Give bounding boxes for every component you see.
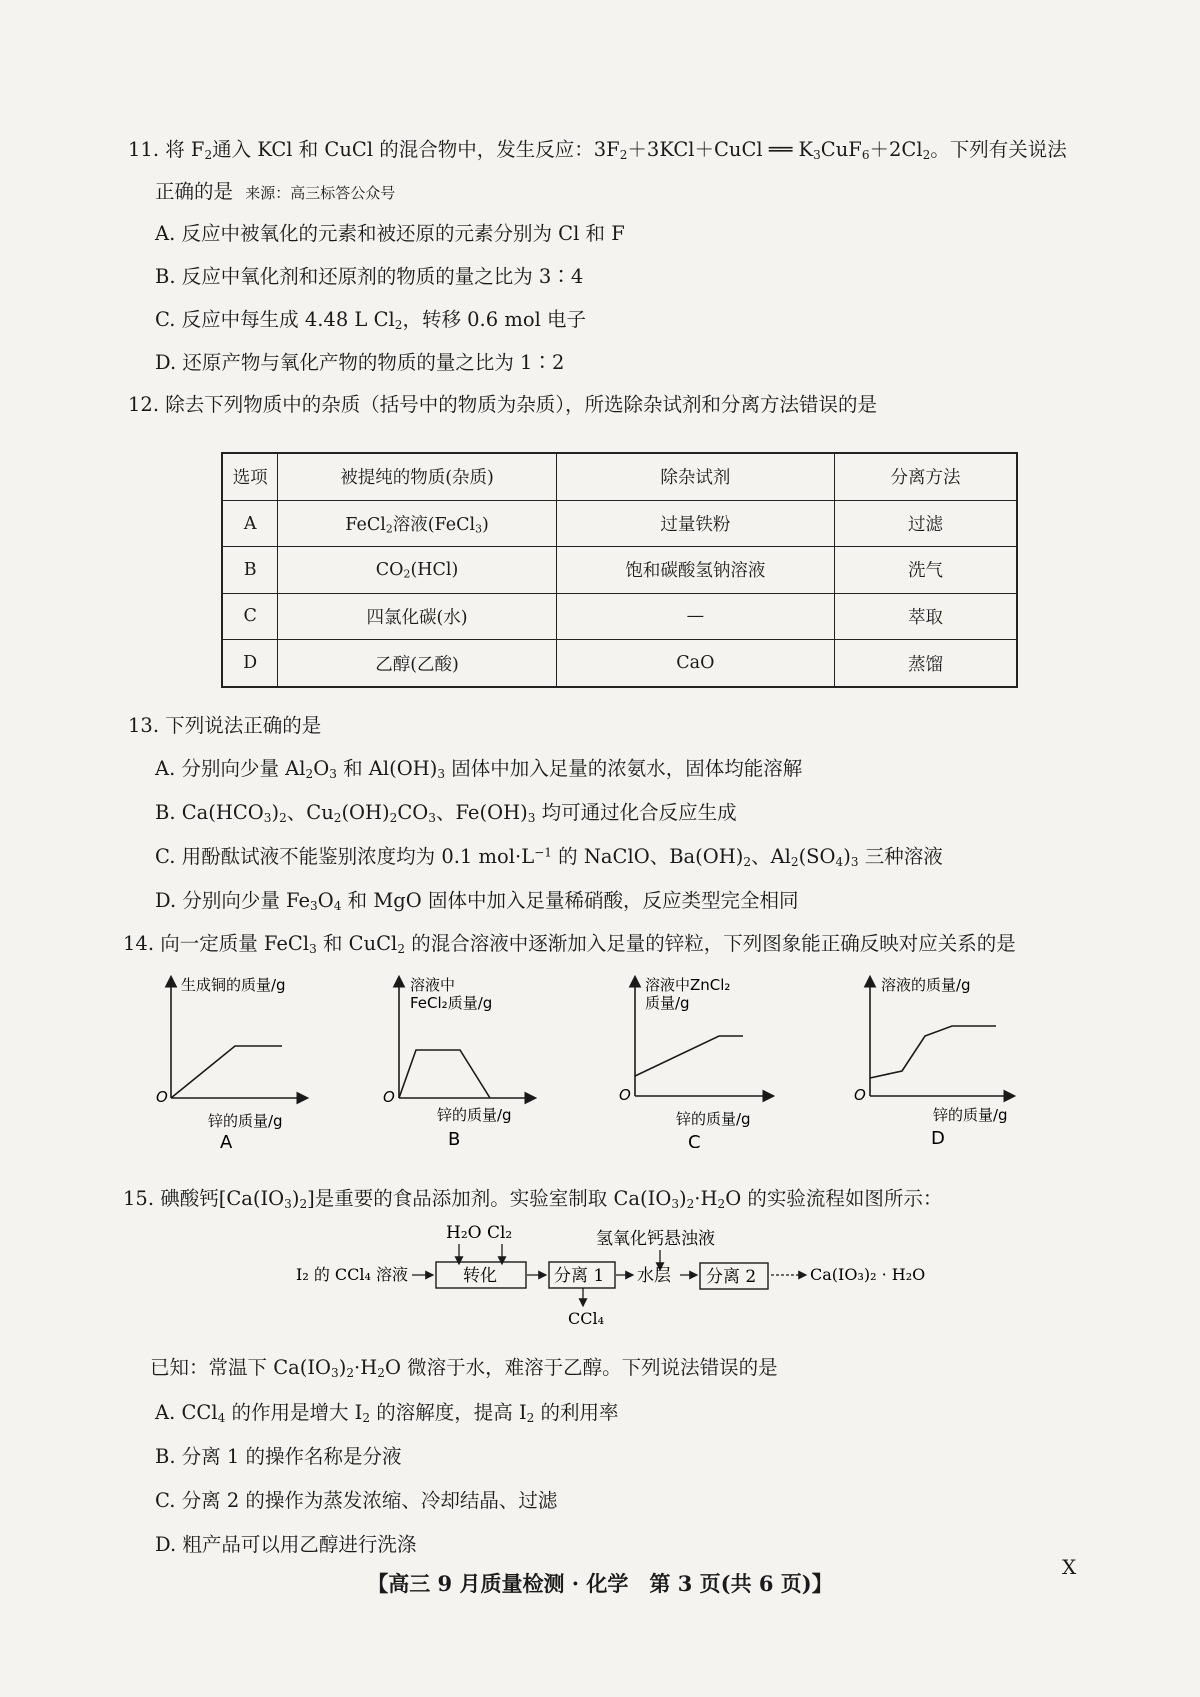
graph-c-ylabel-1: 溶液中ZnCl₂: [645, 976, 731, 994]
flow-step2: 分离 1: [554, 1266, 605, 1286]
graph-c: [619, 976, 772, 1148]
graph-b-ylabel-1: 溶液中: [410, 976, 456, 994]
flow-reagents-1: H₂O Cl₂: [446, 1223, 513, 1243]
table-cell: 过量铁粉: [556, 500, 834, 546]
q13-option-d: D. 分别向少量 $Fe_3O_4$ 和 MgO 固体中加入足量稀硝酸，反应类型完全相同: [155, 889, 799, 914]
flow-reagent-2: 氢氧化钙悬浊液: [596, 1229, 715, 1249]
q11-option-a: A. 反应中被氧化的元素和被还原的元素分别为 Cl 和 F: [155, 222, 625, 245]
graph-d-letter: D: [931, 1128, 945, 1148]
q15-stem: 15. 碘酸钙$[Ca(IO_3)_2]$是重要的食品添加剂。实验室制取 $Ca(IO_3)_2\cdot H_2O$ 的实验流程如图所示：: [123, 1187, 943, 1212]
table-cell: A: [222, 500, 278, 546]
table-cell: 过滤: [834, 500, 1017, 546]
header-method: 分离方法: [834, 453, 1017, 500]
graph-a-letter: A: [220, 1132, 233, 1148]
table-header-row: [222, 453, 1017, 500]
graph-a-ylabel: 生成铜的质量/g: [181, 976, 286, 994]
graph-c-letter: C: [688, 1132, 701, 1148]
purification-table: [221, 452, 1018, 688]
q11-option-c: C. 反应中每生成 4.48 L $Cl_2$，转移 0.6 mol 电子: [155, 308, 587, 333]
table-cell: 乙醇(乙酸): [278, 640, 556, 687]
q12-stem: 12. 除去下列物质中的杂质（括号中的物质为杂质），所选除杂试剂和分离方法错误的是: [128, 393, 877, 416]
graph-d-xlabel: 锌的质量/g: [933, 1106, 1008, 1124]
q11-stem: 11. 将 $F_2$通入 KCl 和 CuCl 的混合物中，发生反应：$3F_2+3KCl+CuCl$ ══ $K_3CuF_6+2Cl_2$。下列有关说法: [128, 138, 1067, 163]
q11-stem2: 正确的是: [155, 180, 234, 203]
table-cell: D: [222, 640, 278, 687]
graph-c-curve: [635, 1036, 743, 1076]
q15-option-b: B. 分离 1 的操作名称是分液: [155, 1445, 402, 1468]
graph-d-curve: [870, 1026, 996, 1078]
graph-d: [854, 976, 1013, 1148]
flow-intermediate: 水层: [637, 1266, 671, 1286]
q11-stem-cont: [155, 176, 395, 204]
table-cell: 蒸馏: [834, 640, 1017, 687]
q13-option-c: C. 用酚酞试液不能鉴别浓度均为 0.1 $mol\cdot L^{-1}$ 的 NaClO、$Ba(OH)_2$、$Al_2(SO_4)_3$ 三种溶液: [155, 845, 943, 870]
graph-b-ylabel-2: FeCl₂质量/g: [410, 994, 493, 1012]
graph-d-ylabel: 溶液的质量/g: [881, 976, 971, 994]
q13-stem: 13. 下列说法正确的是: [128, 714, 322, 737]
page-footer: 【高三 9 月质量检测 · 化学 第 3 页(共 6 页)】: [367, 1571, 833, 1596]
graph-d-origin: O: [854, 1086, 866, 1104]
graph-c-origin: O: [619, 1086, 631, 1104]
q11-option-b: B. 反应中氧化剂和还原剂的物质的量之比为 3∶4: [155, 265, 584, 288]
graph-b: [383, 976, 534, 1148]
graph-a: [156, 976, 306, 1148]
graph-b-origin: O: [383, 1088, 395, 1106]
q13-option-b: B. $Ca(HCO_3)_2$、$Cu_2(OH)_2CO_3$、$Fe(OH)_3$ 均可通过化合反应生成: [155, 801, 737, 826]
table-cell: 萃取: [834, 593, 1017, 639]
graph-a-xlabel: 锌的质量/g: [208, 1112, 283, 1130]
header-substance: 被提纯的物质(杂质): [278, 453, 556, 500]
q14-stem: 14. 向一定质量 FeCl$_3$ 和 CuCl$_2$ 的混合溶液中逐渐加入足量的锌粒，下列图象能正确反映对应关系的是: [123, 932, 1016, 957]
q14-graphs: [0, 968, 1200, 1148]
flow-start: I₂ 的 CCl₄ 溶液: [296, 1265, 409, 1284]
flow-by-product: CCl₄: [568, 1309, 605, 1328]
corner-mark: X: [1062, 1555, 1077, 1579]
table-cell: 洗气: [834, 547, 1017, 593]
q15-flowchart: [0, 1220, 1200, 1330]
graph-c-xlabel: 锌的质量/g: [676, 1110, 751, 1128]
table-cell: C: [222, 593, 278, 639]
graph-b-xlabel: 锌的质量/g: [437, 1106, 512, 1124]
q15-option-a: A. CCl$_4$ 的作用是增大 $I_2$ 的溶解度，提高 $I_2$ 的利用率: [155, 1401, 619, 1426]
graph-a-origin: O: [156, 1088, 168, 1106]
graph-a-curve: [171, 1046, 282, 1098]
table-row: [222, 640, 1017, 687]
table-cell: FeCl$_2$溶液(FeCl$_3$): [278, 500, 556, 546]
flow-step1: 转化: [463, 1266, 497, 1286]
table-row: [222, 593, 1017, 639]
graph-b-letter: B: [448, 1129, 461, 1148]
q11-option-d: D. 还原产物与氧化产物的物质的量之比为 1∶2: [155, 351, 565, 374]
table-cell: —: [556, 593, 834, 639]
table-cell: 饱和碳酸氢钠溶液: [556, 547, 834, 593]
table-row: [222, 547, 1017, 593]
header-option: 选项: [222, 453, 278, 500]
graph-b-curve: [399, 1050, 490, 1098]
graph-c-ylabel-2: 质量/g: [645, 994, 690, 1012]
table-cell: CaO: [556, 640, 834, 687]
flow-step3: 分离 2: [706, 1267, 757, 1287]
table-row: [222, 500, 1017, 546]
table-cell: 四氯化碳(水): [278, 593, 556, 639]
q15-option-c: C. 分离 2 的操作为蒸发浓缩、冷却结晶、过滤: [155, 1489, 558, 1512]
q15-option-d: D. 粗产品可以用乙醇进行洗涤: [155, 1533, 417, 1556]
source-note: 来源：高三标答公众号: [245, 184, 396, 202]
header-reagent: 除杂试剂: [556, 453, 834, 500]
q13-option-a: A. 分别向少量 $Al_2O_3$ 和 $Al(OH)_3$ 固体中加入足量的浓氨水，固体均能溶解: [155, 757, 803, 782]
table-cell: B: [222, 547, 278, 593]
q15-known: 已知：常温下 $Ca(IO_3)_2\cdot H_2O$ 微溶于水，难溶于乙醇。下列说法错误的是: [150, 1356, 778, 1381]
flow-product: Ca(IO₃)₂ · H₂O: [810, 1265, 926, 1284]
table-cell: $CO_2(HCl)$: [278, 547, 556, 593]
